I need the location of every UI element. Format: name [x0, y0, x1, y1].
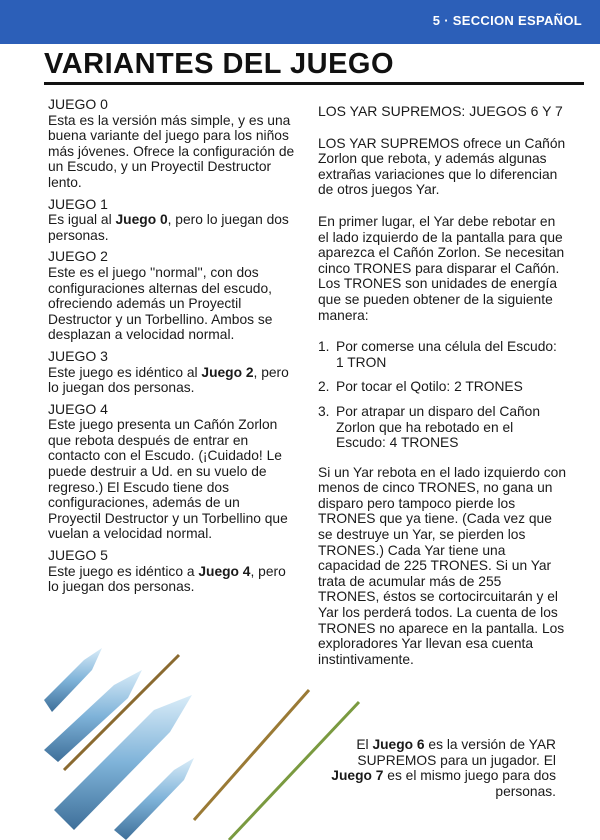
game-3-block — [48, 349, 296, 396]
game-1-title: JUEGO 1 — [48, 195, 108, 212]
game-5-text-c: , pero lo juegan dos personas. — [48, 563, 286, 595]
list-item-number: 1. — [318, 339, 330, 355]
game-2-text: Este es el juego ''normal'', con dos configuraciones alternas del escudo, ofreciendo además un Proyectil Destructor y un Torbellino. Ambos se desplazan a velocidad normal. — [48, 264, 273, 343]
game-3-text — [48, 365, 296, 396]
game-1-text-c: , pero lo juegan dos personas. — [48, 212, 289, 243]
list-item — [318, 379, 566, 395]
game-4-block — [48, 402, 296, 542]
game-0-title: JUEGO 0 — [48, 96, 108, 112]
game-2-title: JUEGO 2 — [48, 248, 108, 265]
game-1-text-a: Es igual al — [48, 212, 116, 228]
list-item-text: Por comerse una célula del Escudo: 1 TRON — [336, 339, 557, 370]
right-column — [318, 104, 566, 683]
game-0-text: Esta es la versión más simple, y es una buena variante del juego para los niños más jóvenes. Ofrece la configuración de un Escudo, y un Proyectil Destructor lento. — [48, 112, 295, 190]
bottom-note-c: es la versión de YAR SUPREMOS para un jugador. El — [357, 737, 556, 768]
yar-paragraph-1: LOS YAR SUPREMOS ofrece un Cañón Zorlon que rebota, y además algunas extrañas variaciones que lo diferencian de otros juegos Yar. — [318, 135, 566, 198]
bottom-note-game-6: Juego 6 — [372, 737, 425, 752]
game-5-block — [48, 548, 296, 595]
game-5-text — [48, 564, 296, 595]
game-3-text-ref: Juego 2 — [201, 364, 254, 380]
game-1-text-ref: Juego 0 — [115, 212, 168, 228]
yar-paragraph-3: Si un Yar rebota en el lado izquierdo con menos de cinco TRONES, no gana un disparo pero tampoco pierde los TRONES que ya tiene. (Cada vez que se destruye un Yar, se pierden los TRONES.) Cada Yar tiene una capacidad de 225 TRONES. Si un Yar trata de acumular más de 255 TRONES, éstos se cortocircuitarán y el Yar los perderá todos. La cuenta de los TRONES no aparece en la pantalla. Los exploradores Yar llevan esa cuenta instintivamente. — [318, 464, 567, 667]
game-5-text-ref: Juego 4 — [198, 563, 251, 579]
game-5-title: JUEGO 5 — [48, 547, 108, 564]
list-item-number: 2. — [318, 379, 330, 395]
list-item — [318, 339, 566, 370]
section-header-bar — [0, 0, 600, 44]
bottom-note-game-7: Juego 7 — [331, 768, 384, 784]
game-2-block — [48, 249, 296, 343]
game-3-text-a: Este juego es idéntico al — [48, 364, 202, 380]
page-title: VARIANTES DEL JUEGO — [44, 48, 395, 80]
list-item — [318, 404, 566, 451]
game-4-text: Este juego presenta un Cañón Zorlon que rebota después de entrar en contacto con el Escudo. (¡Cuidado! Le puede destruir a Ud. en su vuelo de regreso.) El Escudo tiene dos configuraciones, además de un Proyectil Destructor y un Torbellino que vuelan a velocidad normal. — [48, 417, 288, 542]
yar-paragraph-2: En primer lugar, el Yar debe rebotar en el lado izquierdo de la pantalla para que aparezca el Cañón Zorlon. Se necesitan cinco TRONES para disparar el Cañón. Los TRONES son unidades de energía que se pueden obtener de la siguiente manera: — [318, 213, 565, 323]
left-column — [48, 97, 296, 601]
title-underline — [44, 82, 584, 85]
game-3-text-c: , pero lo juegan dos personas. — [48, 364, 289, 396]
game-3-title: JUEGO 3 — [48, 347, 108, 364]
list-item-number: 3. — [318, 403, 330, 419]
game-5-text-a: Este juego es idéntico a — [48, 563, 199, 579]
bottom-note-e: es el mismo juego para dos personas. — [383, 768, 556, 799]
trones-list — [318, 339, 566, 451]
bottom-note-a: El — [356, 737, 373, 752]
bottom-note — [316, 737, 556, 799]
yar-supremos-heading: LOS YAR SUPREMOS: JUEGOS 6 Y 7 — [318, 103, 563, 119]
list-item-text: Por atrapar un disparo del Cañon Zorlon que ha rebotado en el Escudo: 4 TRONES — [336, 403, 541, 451]
game-0-block — [48, 97, 296, 191]
list-item-text: Por tocar el Qotilo: 2 TRONES — [336, 379, 523, 395]
game-1-text — [48, 212, 296, 243]
section-label: 5 · SECCION ESPAÑOL — [432, 13, 582, 28]
illustration-missiles — [44, 648, 359, 840]
game-4-title: JUEGO 4 — [48, 400, 108, 417]
game-1-block — [48, 197, 296, 244]
